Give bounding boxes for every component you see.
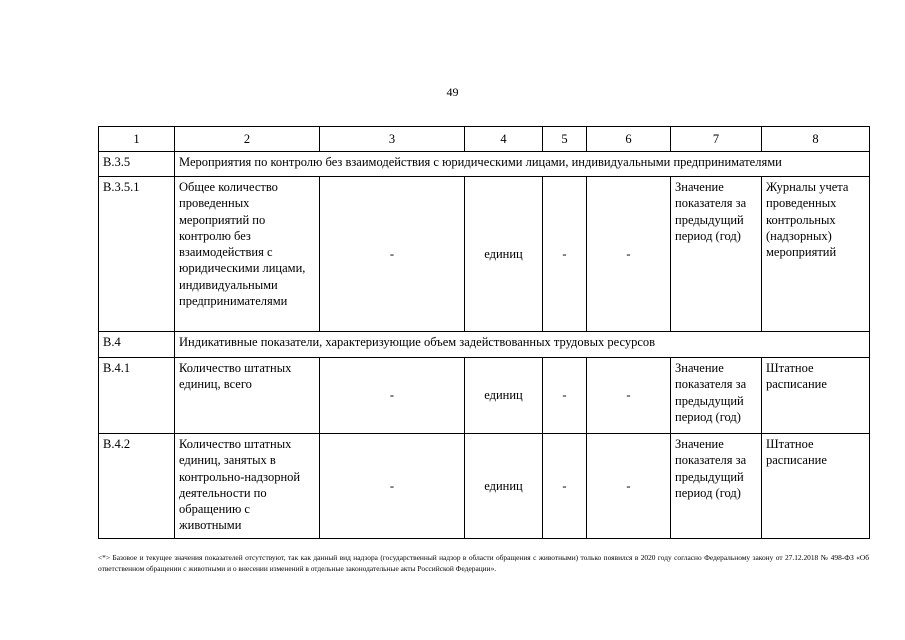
source-cell: Штатное расписание xyxy=(762,434,870,539)
footnote: <*> Базовое и текущее значения показателей отсутствуют, так как данный вид надзора (государственный надзор в области обращения с животными) только появился в 2020 году согласно Федеральному закону от 27.12.2018 № 498-ФЗ «Об ответственном обращении с животными и о внесении изменений в отдельные законодательные акты Российской Федерации». xyxy=(98,553,869,573)
column-header: 5 xyxy=(543,127,587,152)
source-cell: Штатное расписание xyxy=(762,358,870,434)
page-number: 49 xyxy=(446,85,459,99)
cell-col6: - xyxy=(587,358,671,434)
cell-col3: - xyxy=(320,358,465,434)
section-row xyxy=(99,332,870,358)
section-code: B.4 xyxy=(99,332,175,358)
cell-col5: - xyxy=(543,358,587,434)
column-header: 4 xyxy=(465,127,543,152)
column-header: 3 xyxy=(320,127,465,152)
column-header: 7 xyxy=(671,127,762,152)
section-title: Мероприятия по контролю без взаимодействия с юридическими лицами, индивидуальными предпринимателями xyxy=(175,152,870,177)
table-row xyxy=(99,177,870,332)
source-cell: Журналы учета проведенных контрольных (надзорных) мероприятий xyxy=(762,177,870,332)
table-header-row xyxy=(99,127,870,152)
indicator-name: Количество штатных единиц, всего xyxy=(175,358,320,434)
indicator-name: Общее количество проведенных мероприятий по контролю без взаимодействия с юридическими лицами, индивидуальными предпринимателями xyxy=(175,177,320,332)
base-value-cell: Значение показателя за предыдущий период (год) xyxy=(671,177,762,332)
column-header: 2 xyxy=(175,127,320,152)
column-header: 1 xyxy=(99,127,175,152)
table-row xyxy=(99,358,870,434)
column-header: 6 xyxy=(587,127,671,152)
indicator-code: B.4.1 xyxy=(99,358,175,434)
base-value-cell: Значение показателя за предыдущий период (год) xyxy=(671,358,762,434)
section-code: B.3.5 xyxy=(99,152,175,177)
unit-cell: единиц xyxy=(465,177,543,332)
unit-cell: единиц xyxy=(465,358,543,434)
table-row xyxy=(99,434,870,539)
cell-col3: - xyxy=(320,177,465,332)
cell-col5: - xyxy=(543,434,587,539)
column-header: 8 xyxy=(762,127,870,152)
indicator-code: B.4.2 xyxy=(99,434,175,539)
indicator-code: B.3.5.1 xyxy=(99,177,175,332)
indicator-name: Количество штатных единиц, занятых в контрольно-надзорной деятельности по обращению с животными xyxy=(175,434,320,539)
indicators-table xyxy=(98,126,870,539)
cell-col6: - xyxy=(587,434,671,539)
base-value-cell: Значение показателя за предыдущий период (год) xyxy=(671,434,762,539)
cell-col5: - xyxy=(543,177,587,332)
section-row xyxy=(99,152,870,177)
unit-cell: единиц xyxy=(465,434,543,539)
section-title: Индикативные показатели, характеризующие объем задействованных трудовых ресурсов xyxy=(175,332,870,358)
cell-col3: - xyxy=(320,434,465,539)
cell-col6: - xyxy=(587,177,671,332)
